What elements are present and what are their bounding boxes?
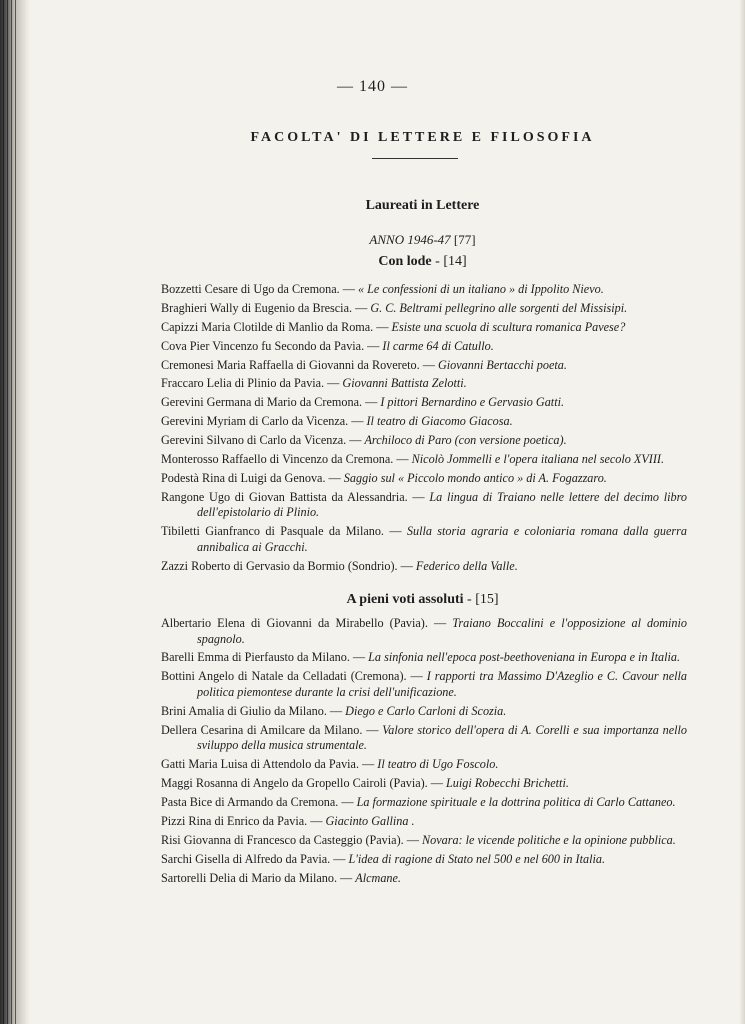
graduate-name: Cremonesi Maria Raffaella di Giovanni da Rovereto. — — [161, 357, 435, 372]
graduate-entry — [161, 490, 687, 521]
thesis-title: I rapporti tra Massimo D'Azeglio e C. Cavour nella politica piemontese durante la crisi dell'unificazione. — [197, 669, 687, 699]
binding-stitch-lines — [3, 0, 17, 1024]
graduate-entry — [161, 757, 687, 773]
thesis-title: Saggio sul « Piccolo mondo antico » di A. Fogazzaro. — [343, 470, 607, 485]
section-label: A pieni voti assoluti — [346, 592, 464, 607]
thesis-title: Giovanni Bertacchi poeta. — [437, 357, 567, 372]
thesis-title: Sulla storia agraria e coloniaria romana dalla guerra annibalica ai Gracchi. — [197, 524, 687, 554]
graduate-entry — [161, 376, 687, 392]
section-subtitle: Laureati in Lettere — [365, 198, 480, 213]
thesis-title: Alcmane. — [355, 870, 401, 885]
graduate-entry — [161, 776, 687, 792]
graduate-name: Albertario Elena di Giovanni da Mirabello (Pavia). — — [161, 616, 447, 630]
graduate-entry — [161, 471, 687, 487]
graduate-name: Gatti Maria Luisa di Attendolo da Pavia. — — [161, 757, 375, 772]
graduate-name: Zazzi Roberto di Gervasio da Bormio (Sondrio). — — [161, 558, 413, 573]
graduate-entry — [161, 414, 687, 430]
academic-year-label: ANNO 1946-47 — [369, 232, 451, 247]
section-count: [15] — [475, 592, 499, 607]
graduate-name: Gerevini Myriam di Carlo da Vicenza. — — [161, 414, 364, 429]
graduate-name: Dellera Cesarina di Amilcare da Milano. — — [161, 722, 379, 737]
thesis-title: L'idea di ragione di Stato nel 500 e nel 600 in Italia. — [348, 851, 606, 866]
thesis-title: Esiste una scuola di scultura romanica Pavese? — [391, 319, 626, 334]
graduate-list-pieni-voti — [161, 616, 687, 889]
graduate-entry — [161, 814, 687, 830]
faculty-title: FACOLTA' DI LETTERE E FILOSOFIA — [250, 130, 595, 145]
graduate-entry — [161, 616, 687, 647]
thesis-title: I pittori Bernardino e Gervasio Gatti. — [380, 395, 565, 410]
graduate-name: Pizzi Rina di Enrico da Pavia. — — [161, 813, 323, 828]
graduate-name: Rangone Ugo di Giovan Battista da Alessandria. — — [161, 489, 425, 504]
section-dash: - — [435, 254, 440, 269]
thesis-title: La lingua di Traiano nelle lettere del decimo libro dell'epistolario di Plinio. — [197, 489, 687, 520]
graduate-entry — [161, 833, 687, 849]
graduate-entry — [161, 282, 687, 298]
thesis-title: La formazione spirituale e la dottrina politica di Carlo Cattaneo. — [356, 795, 676, 810]
thesis-title: Giovanni Battista Zelotti. — [342, 376, 467, 391]
graduate-name: Gerevini Silvano di Carlo da Vicenza. — — [161, 433, 362, 448]
graduate-name: Maggi Rosanna di Angelo da Gropello Cairoli (Pavia). — — [161, 776, 443, 791]
thesis-title: Novara: le vicende politiche e la opinione pubblica. — [421, 832, 676, 847]
graduate-name: Bozzetti Cesare di Ugo da Cremona. — — [161, 282, 355, 296]
graduate-entry — [161, 452, 687, 468]
thesis-title: Diego e Carlo Carloni di Scozia. — [345, 703, 507, 718]
title-divider — [372, 158, 458, 159]
thesis-title: Luigi Robecchi Brichetti. — [446, 776, 569, 791]
thesis-title: Giacinto Gallina . — [325, 813, 415, 828]
graduate-name: Barelli Emma di Pierfausto da Milano. — — [161, 650, 366, 665]
thesis-title: Il carme 64 di Catullo. — [382, 338, 494, 353]
graduate-name: Sartorelli Delia di Mario da Milano. — — [161, 870, 353, 885]
graduate-entry — [161, 395, 687, 411]
section-heading-pieni-voti — [0, 592, 745, 608]
graduate-entry — [161, 524, 687, 555]
thesis-title: Nicolò Jommelli e l'opera italiana nel secolo XVIII. — [411, 452, 665, 467]
graduate-name: Monterosso Raffaello di Vincenzo da Cremona. — — [161, 452, 409, 467]
thesis-title: Il teatro di Giacomo Giacosa. — [366, 414, 513, 429]
graduate-name: Capizzi Maria Clotilde di Manlio da Roma. — — [161, 319, 389, 334]
graduate-name: Braghieri Wally di Eugenio da Brescia. — — [161, 300, 368, 315]
graduate-entry — [161, 650, 687, 666]
thesis-title: La sinfonia nell'epoca post-beethoveniana in Europa e in Italia. — [368, 650, 681, 665]
page-right-edge — [739, 0, 745, 1024]
section-label: Con lode — [378, 254, 432, 269]
graduate-entry — [161, 358, 687, 374]
academic-year-count: [77] — [453, 232, 476, 247]
graduate-name: Gerevini Germana di Mario da Cremona. — — [161, 395, 378, 410]
page-number: — 140 — — [337, 78, 408, 95]
graduate-list-con-lode — [161, 282, 687, 578]
graduate-entry — [161, 852, 687, 868]
graduate-entry — [161, 559, 687, 575]
graduate-name: Brini Amalia di Giulio da Milano. — — [161, 703, 343, 718]
thesis-title: « Le confessioni di un italiano » di Ippolito Nievo. — [357, 282, 604, 296]
graduate-name: Sarchi Gisella di Alfredo da Pavia. — — [161, 851, 346, 866]
thesis-title: G. C. Beltrami pellegrino alle sorgenti del Missisipi. — [370, 300, 628, 315]
academic-year — [0, 232, 745, 248]
thesis-title: Valore storico dell'opera di A. Corelli e sua importanza nello sviluppo della musica strumentale. — [197, 722, 688, 753]
graduate-entry — [161, 301, 687, 317]
graduate-name: Bottini Angelo di Natale da Celladati (Cremona). — — [161, 669, 423, 684]
graduate-entry — [161, 704, 687, 720]
section-dash: - — [467, 592, 472, 607]
graduate-name: Podestà Rina di Luigi da Genova. — — [161, 470, 341, 485]
graduate-entry — [161, 795, 687, 811]
graduate-entry — [161, 339, 687, 355]
graduate-name: Pasta Bice di Armando da Cremona. — — [161, 795, 354, 810]
graduate-entry — [161, 871, 687, 887]
graduate-entry — [161, 433, 687, 449]
section-count: [14] — [443, 254, 467, 269]
thesis-title: Federico della Valle. — [415, 558, 518, 573]
thesis-title: Archiloco di Paro (con versione poetica). — [364, 433, 567, 448]
graduate-entry — [161, 723, 687, 754]
graduate-name: Fraccaro Lelia di Plinio da Pavia. — — [161, 376, 340, 391]
graduate-name: Tibiletti Gianfranco di Pasquale da Milano. — — [161, 524, 402, 539]
section-heading-con-lode — [0, 254, 745, 270]
graduate-entry — [161, 669, 687, 700]
graduate-entry — [161, 320, 687, 336]
graduate-name: Risi Giovanna di Francesco da Casteggio (Pavia). — — [161, 832, 419, 847]
thesis-title: Il teatro di Ugo Foscolo. — [377, 757, 499, 772]
thesis-title: Traiano Boccalini e l'opposizione al dominio spagnolo. — [197, 616, 688, 646]
graduate-name: Cova Pier Vincenzo fu Secondo da Pavia. — — [161, 338, 380, 353]
